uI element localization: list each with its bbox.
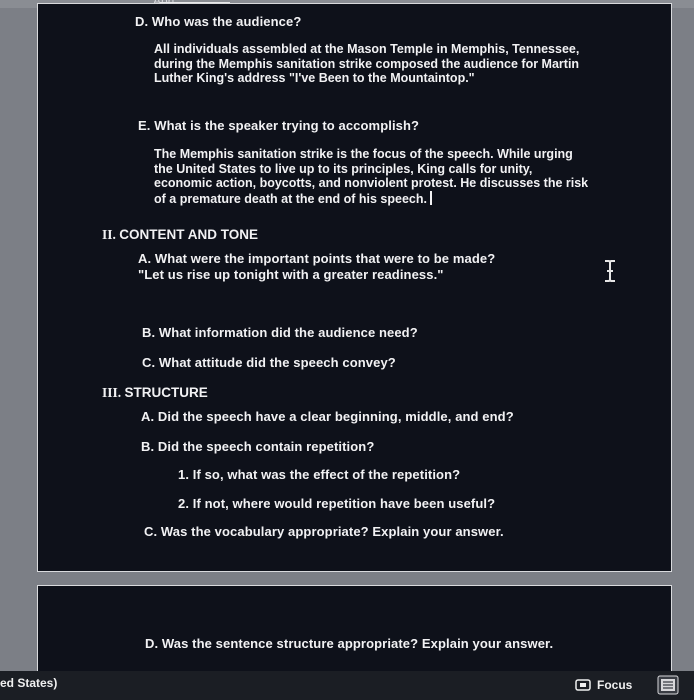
question-attitude: C. What attitude did the speech convey? bbox=[142, 355, 396, 370]
question-clear-structure: A. Did the speech have a clear beginning, middle, and end? bbox=[141, 409, 514, 424]
focus-icon bbox=[575, 679, 591, 691]
focus-button[interactable] bbox=[575, 675, 632, 695]
answer-important-points[interactable]: "Let us rise up tonight with a greater readiness." bbox=[138, 267, 444, 282]
text-caret bbox=[430, 191, 432, 205]
status-bar bbox=[0, 671, 694, 700]
section-heading-structure bbox=[102, 385, 208, 401]
question-important-points: A. What were the important points that were to be made? bbox=[138, 251, 496, 266]
question-repetition: B. Did the speech contain repetition? bbox=[141, 439, 375, 454]
question-audience: D. Who was the audience? bbox=[135, 14, 302, 29]
question-sentence-structure: D. Was the sentence structure appropriate? Explain your answer. bbox=[145, 636, 554, 651]
question-repetition-useful: 2. If not, where would repetition have been useful? bbox=[178, 496, 496, 511]
document-panel[interactable] bbox=[37, 3, 672, 572]
view-mode-icon[interactable] bbox=[657, 675, 679, 695]
text-cursor-icon bbox=[602, 260, 618, 282]
answer-accomplish-text: The Memphis sanitation strike is the focus of the speech. While urging the United States to live up to its principles, King calls for unity, economic action, boycotts, and nonviolent protest. He discusses the risk of a premature death at the end of his speech. bbox=[154, 147, 589, 206]
question-audience-info: B. What information did the audience need? bbox=[142, 325, 418, 340]
document-panel-next[interactable] bbox=[37, 585, 672, 673]
focus-label: Focus bbox=[597, 678, 633, 692]
question-repetition-effect: 1. If so, what was the effect of the repetition? bbox=[178, 467, 461, 482]
answer-audience[interactable]: All individuals assembled at the Mason Temple in Memphis, Tennessee, during the Memphis sanitation strike composed the audience for Martin Luther King's address "I've Been to the Mountaintop." bbox=[154, 42, 580, 85]
section-numeral: III. bbox=[102, 385, 122, 400]
section-title: CONTENT AND TONE bbox=[119, 227, 259, 242]
section-heading-content-tone bbox=[102, 227, 258, 243]
section-title: STRUCTURE bbox=[124, 385, 208, 400]
section-numeral: II. bbox=[102, 227, 116, 242]
status-text: ed States) bbox=[0, 676, 58, 690]
question-vocabulary: C. Was the vocabulary appropriate? Explain your answer. bbox=[144, 524, 504, 539]
answer-accomplish[interactable] bbox=[154, 147, 594, 206]
question-accomplish: E. What is the speaker trying to accomplish? bbox=[138, 118, 420, 133]
